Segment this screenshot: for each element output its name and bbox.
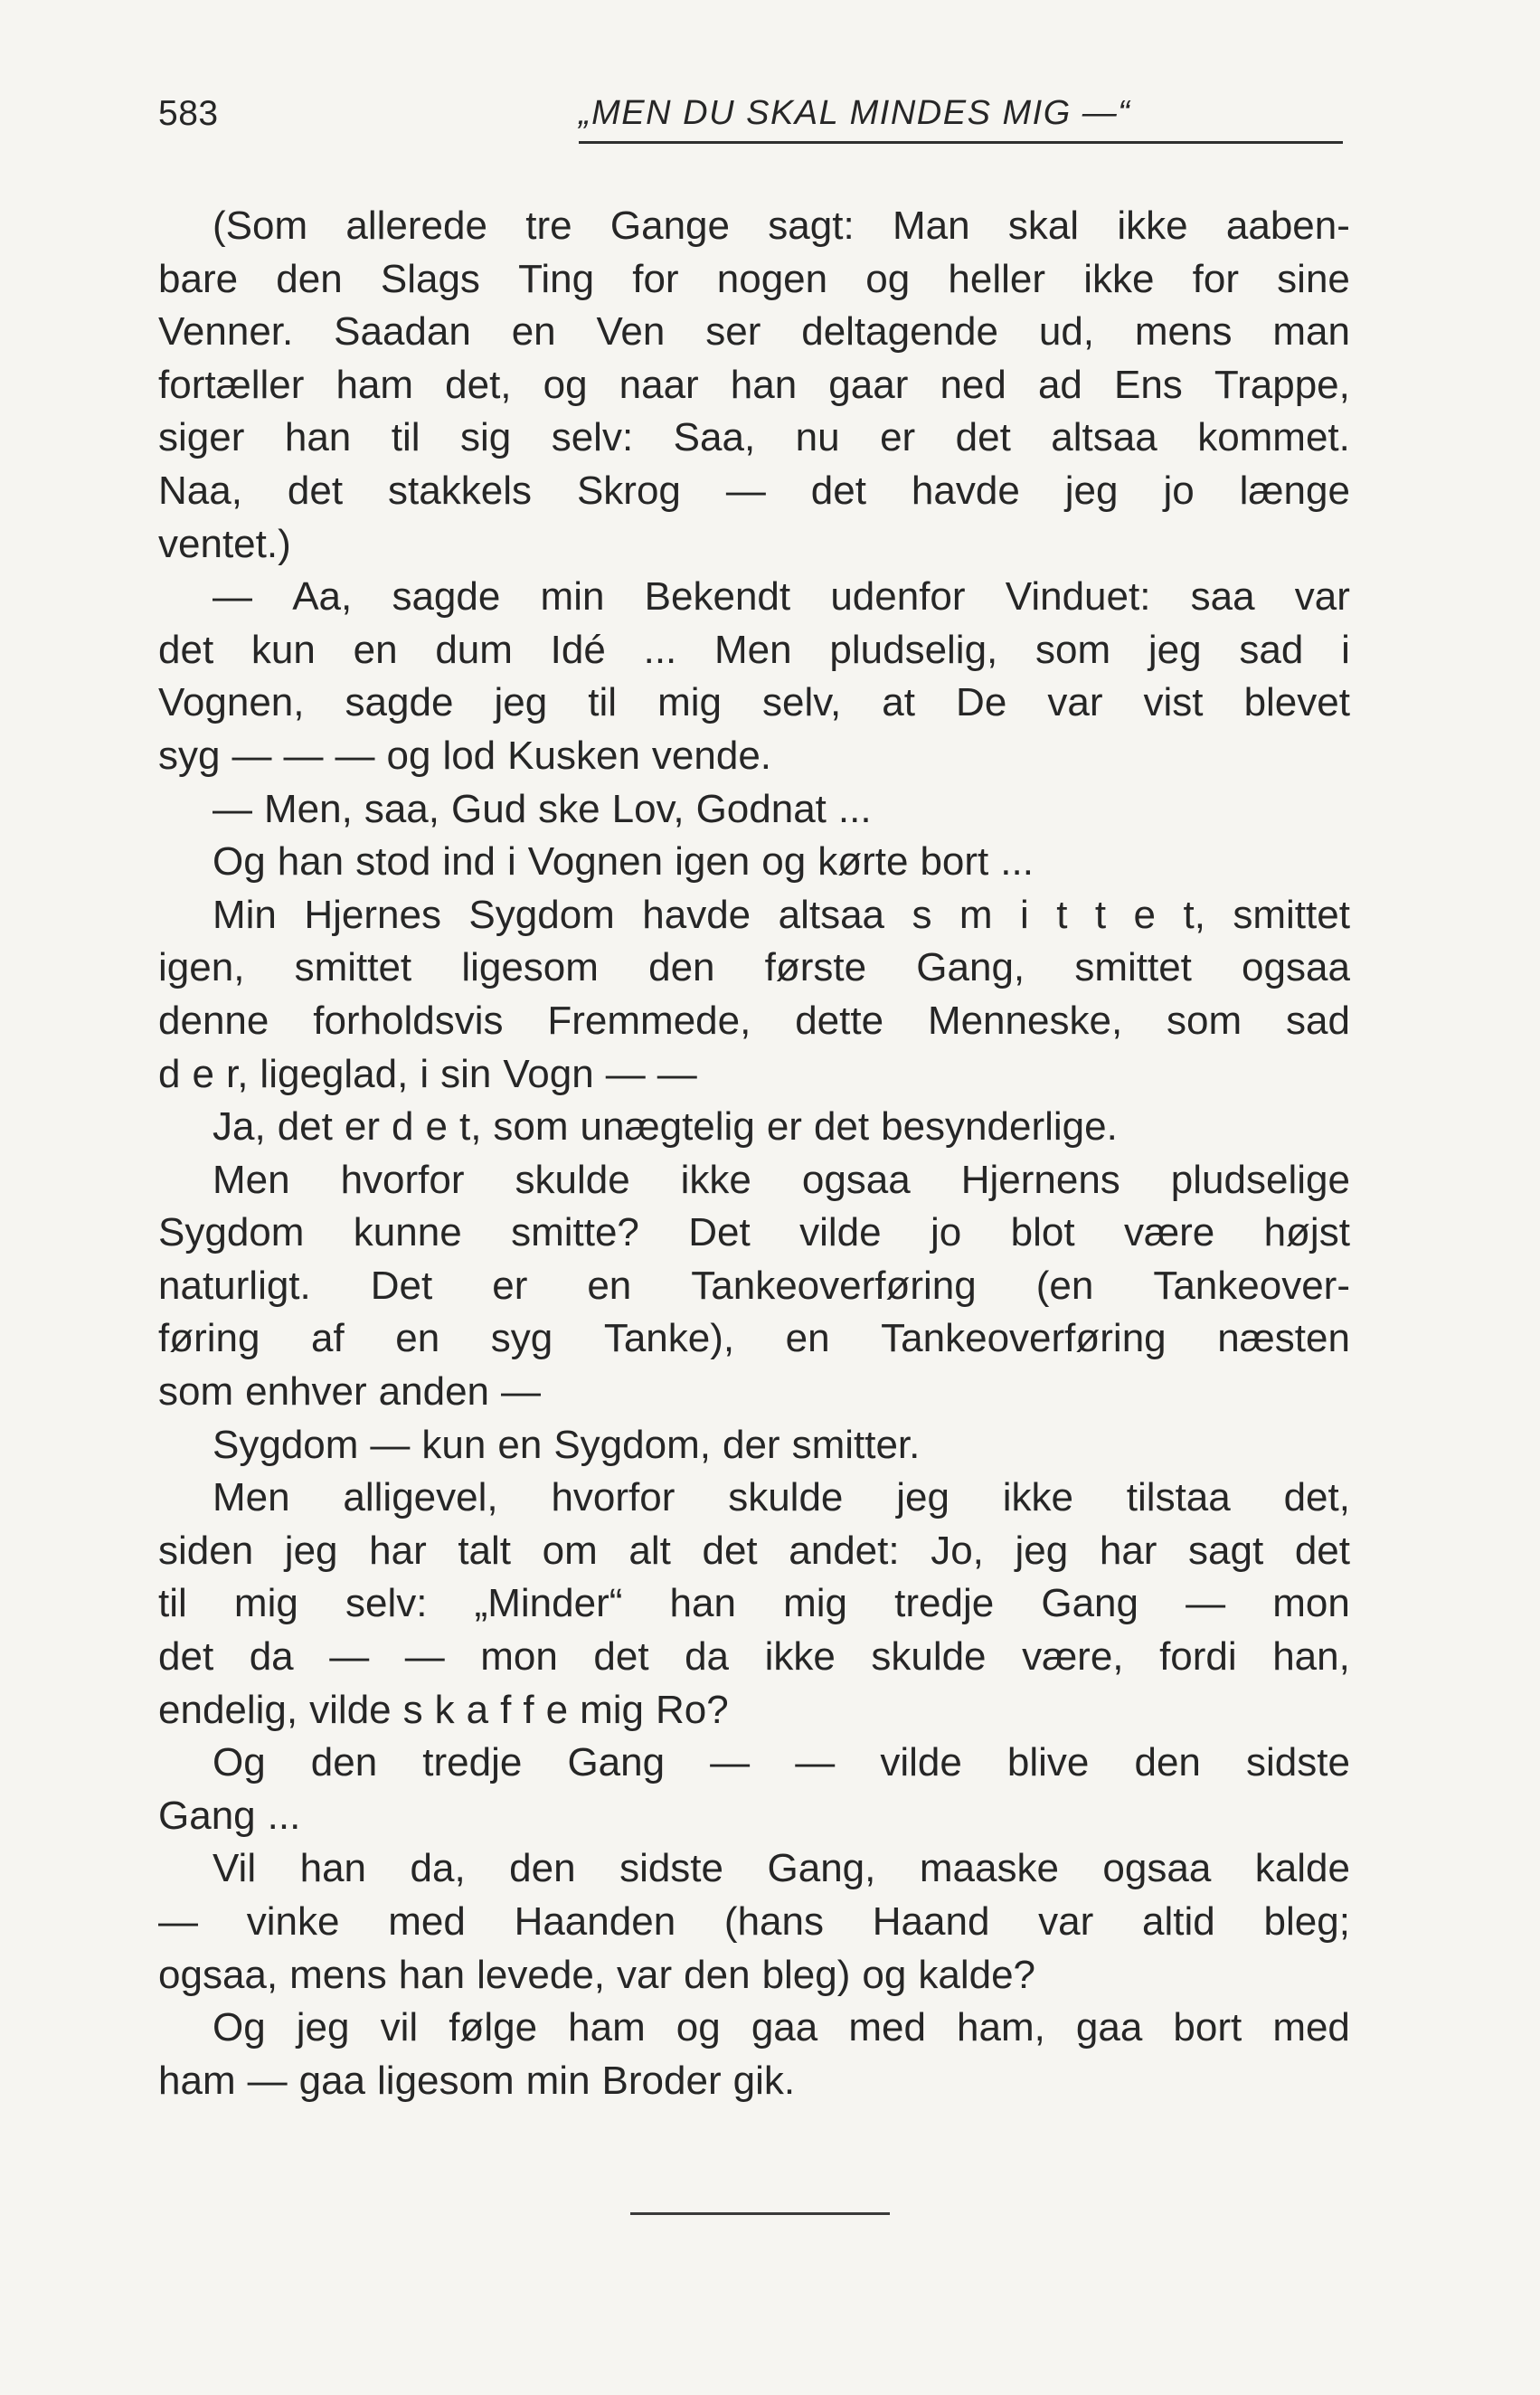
text-line: igen, smittet ligesom den første Gang, smittet ogsaa [158,945,1350,990]
text-line: — Aa, sagde min Bekendt udenfor Vinduet: saa var [213,574,1350,620]
paragraph [158,1101,1350,1154]
paragraph [158,200,1350,571]
text-line: Ja, det er d e t, som unægtelig er det besynderlige. [213,1104,1118,1150]
text-line: endelig, vilde s k a f f e mig Ro? [158,1687,729,1732]
text-line: ventet.) [158,521,291,566]
text-line: fortæller ham det, og naar han gaar ned ad Ens Trappe, [158,362,1350,407]
text-line: Min Hjernes Sygdom havde altsaa s m i t t e t, smittet [213,892,1350,937]
text-line: til mig selv: „Minder“ han mig tredje Gang — mon [158,1581,1350,1626]
paragraph [158,836,1350,889]
page-header [158,90,1343,148]
paragraph [158,1419,1350,1472]
paragraph [158,2002,1350,2107]
text-line: Sygdom — kun en Sygdom, der smitter. [213,1422,921,1467]
text-line: (Som allerede tre Gange sagt: Man skal ikke aaben- [213,204,1350,248]
text-line: Og den tredje Gang — — vilde blive den sidste [213,1740,1350,1785]
header-rule [579,141,1343,144]
text-line: — vinke med Haanden (hans Haand var altid bleg; [158,1899,1350,1944]
text-line: Vil han da, den sidste Gang, maaske ogsaa kalde [213,1846,1350,1891]
text-line: Gang ... [158,1793,301,1838]
text-line: Vognen, sagde jeg til mig selv, at De var vist blevet [158,680,1350,725]
text-line: det kun en dum Idé ... Men pludselig, som jeg sad i [158,627,1350,672]
text-line: denne forholdsvis Fremmede, dette Menneske, som sad [158,998,1350,1043]
running-title: „MEN DU SKAL MINDES MIG —“ [579,94,1131,132]
text-line: — Men, saa, Gud ske Lov, Godnat ... [213,786,872,831]
text-line: bare den Slags Ting for nogen og heller ikke for sine [158,256,1350,301]
text-line: Og han stod ind i Vognen igen og kørte bort ... [213,839,1034,885]
paragraph [158,1842,1350,2002]
text-line: Men alligevel, hvorfor skulde jeg ikke tilstaa det, [213,1475,1350,1520]
text-line: ogsaa, mens han levede, var den bleg) og kalde? [158,1952,1036,1997]
end-rule [630,2212,890,2215]
text-line: Og jeg vil følge ham og gaa med ham, gaa bort med [213,2005,1350,2050]
paragraph [158,1472,1350,1737]
paragraph [158,1737,1350,1842]
body-text [158,200,1350,2107]
paragraph [158,571,1350,782]
text-line: ham — gaa ligesom min Broder gik. [158,2058,796,2103]
text-line: Naa, det stakkels Skrog — det havde jeg jo længe [158,468,1350,513]
text-line: d e r, ligeglad, i sin Vogn — — [158,1051,697,1096]
text-line: siger han til sig selv: Saa, nu er det altsaa kommet. [158,415,1350,460]
text-line: som enhver anden — [158,1369,542,1415]
text-line: siden jeg har talt om alt det andet: Jo, jeg har sagt det [158,1528,1350,1573]
text-line: det da — — mon det da ikke skulde være, fordi han, [158,1634,1350,1680]
text-line: naturligt. Det er en Tankeoverføring (en Tankeover- [158,1263,1350,1308]
text-line: Sygdom kunne smitte? Det vilde jo blot være højst [158,1210,1350,1255]
text-line: syg — — — og lod Kusken vende. [158,733,772,778]
text-line: føring af en syg Tanke), en Tankeoverføring næsten [158,1316,1350,1361]
paragraph [158,783,1350,837]
page-number: 583 [158,94,219,133]
paragraph [158,889,1350,1101]
text-line: Men hvorfor skulde ikke ogsaa Hjernens pludselige [213,1157,1350,1202]
text-line: Venner. Saadan en Ven ser deltagende ud, mens man [158,309,1350,355]
paragraph [158,1154,1350,1419]
